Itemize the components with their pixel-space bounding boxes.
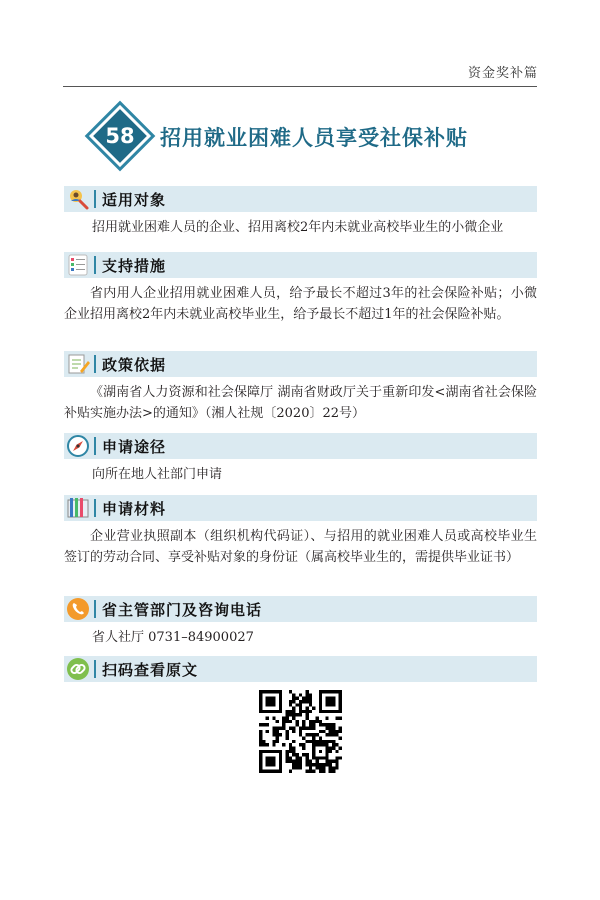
section-department-contact — [64, 596, 537, 648]
section-text: 企业营业执照副本（组织机构代码证）、与招用的就业困难人员或高校毕业生签订的劳动合同、享受补贴对象的身份证（属高校毕业生的，需提供毕业证书） — [64, 529, 537, 565]
section-title: 扫码查看原文 — [102, 661, 199, 679]
section-header — [64, 433, 537, 459]
section-separator — [94, 499, 96, 517]
section-text: 向所在地人社部门申请 — [92, 467, 223, 482]
section-text: 《湖南省人力资源和社会保障厅 湖南省财政厅关于重新印发<湖南省社会保险补贴实施办法>的通知》（湘人社规〔2020〕22号） — [64, 385, 537, 421]
section-title: 政策依据 — [102, 356, 167, 374]
compass-icon — [66, 434, 90, 458]
link-icon — [66, 657, 90, 681]
section-support-measures — [64, 252, 537, 325]
checklist-icon — [66, 253, 90, 277]
person-search-icon — [66, 187, 90, 211]
section-header — [64, 656, 537, 682]
section-title: 申请途径 — [102, 438, 167, 456]
running-head: 资金奖补篇 — [467, 66, 538, 81]
item-title-block — [92, 108, 532, 164]
section-title: 省主管部门及咨询电话 — [102, 601, 263, 619]
section-policy-basis — [64, 351, 537, 424]
item-title: 招用就业困难人员享受社保补贴 — [160, 125, 468, 150]
section-separator — [94, 256, 96, 274]
section-title: 支持措施 — [102, 257, 167, 275]
section-separator — [94, 660, 96, 678]
section-header — [64, 596, 537, 622]
section-scan-original — [64, 656, 537, 682]
section-separator — [94, 190, 96, 208]
section-application-materials — [64, 495, 537, 568]
document-pencil-icon — [66, 352, 90, 376]
qr-code[interactable] — [259, 690, 342, 773]
section-header — [64, 495, 537, 521]
section-separator — [94, 355, 96, 373]
section-title: 适用对象 — [102, 191, 167, 209]
section-text: 省人社厅 0731–84900027 — [92, 630, 254, 645]
section-application-channel — [64, 433, 537, 485]
binder-icon — [66, 496, 90, 520]
section-header — [64, 252, 537, 278]
section-applicable-objects — [64, 186, 537, 238]
section-text: 招用就业困难人员的企业、招用离校2年内未就业高校毕业生的小微企业 — [92, 220, 504, 235]
header-rule — [63, 86, 537, 87]
section-header — [64, 186, 537, 212]
section-separator — [94, 600, 96, 618]
section-title: 申请材料 — [102, 500, 167, 518]
section-header — [64, 351, 537, 377]
phone-icon — [66, 597, 90, 621]
section-text: 省内用人企业招用就业困难人员，给予最长不超过3年的社会保险补贴；小微企业招用离校2年内未就业高校毕业生，给予最长不超过1年的社会保险补贴。 — [64, 286, 537, 322]
item-number: 58 — [105, 124, 135, 148]
section-separator — [94, 437, 96, 455]
